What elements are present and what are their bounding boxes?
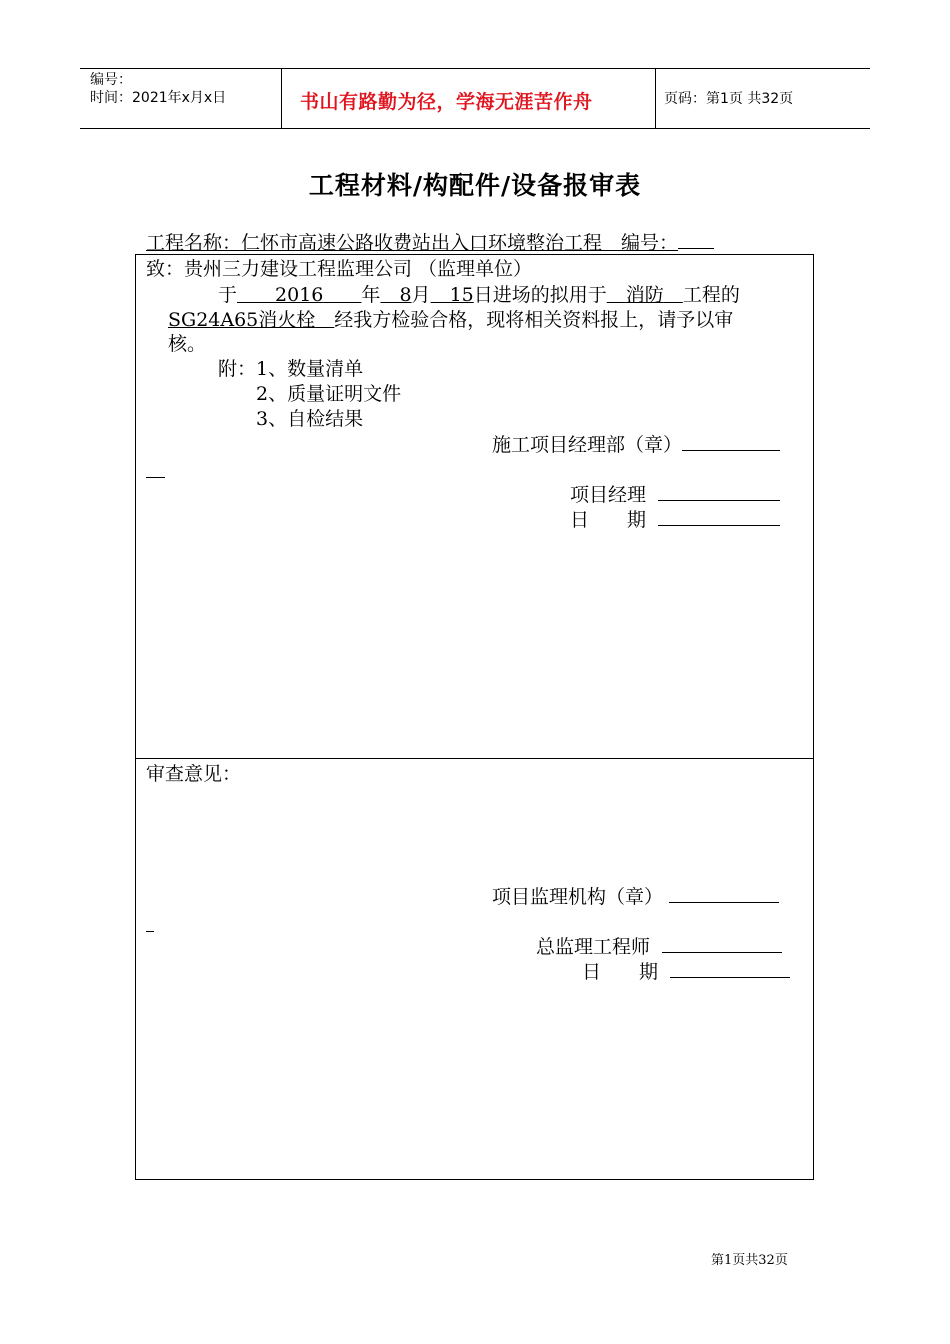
review-label: 审查意见： [146,763,242,785]
project-manager-line: 项目经理 [570,482,780,508]
project-manager-field[interactable] [658,482,780,501]
form-frame [135,254,814,1180]
header-divider-left [281,68,282,129]
contractor-dept-line: 施工项目经理部（章） [492,432,780,458]
header-divider-right [655,68,656,129]
attachment-3: 3、自检结果 [256,408,364,430]
supervision-org-line: 项目监理机构（章） [492,884,779,910]
footer-page-number: 第1页共32页 [711,1253,788,1268]
entry-month: 8 [399,284,412,306]
supervision-wrap-dash [146,931,154,932]
header-time: 时间：2021年x月x日 [90,90,227,106]
declaration-line-1: 于 2016 年 8月 15日进场的拟用于 消防 工程的 [218,284,740,306]
header-bottom-rule [80,128,870,129]
material-name: SG24A65消火栓 [168,309,316,331]
attachment-1: 附：1、数量清单 [218,358,364,380]
contractor-date-field[interactable] [658,507,780,526]
number-field[interactable] [678,230,714,249]
project-type: 消防 [625,284,664,306]
contractor-wrap-dash [146,477,165,478]
contractor-seal-field[interactable] [682,432,780,451]
entry-day: 15 [449,284,474,306]
header-serial-label: 编号： [90,72,132,88]
attachment-2: 2、质量证明文件 [256,383,402,405]
header-top-rule [80,68,870,69]
declaration-line-3: 核。 [168,333,207,355]
supervision-date-field[interactable] [670,959,790,978]
supervision-date-line: 日 期 [582,959,790,985]
project-name: 工程名称：仁怀市高速公路收费站出入口环境整治工程 [146,232,603,254]
project-name-line [146,230,714,256]
header-page-number: 页码：第1页 共32页 [664,91,794,107]
declaration-line-2: SG24A65消火栓 经我方检验合格，现将相关资料报上，请予以审 [168,309,734,331]
to-line: 致：贵州三力建设工程监理公司 （监理单位） [146,258,533,280]
section-divider [135,758,814,759]
header-motto: 书山有路勤为径，学海无涯苦作舟 [300,91,593,113]
supervision-seal-field[interactable] [669,884,779,903]
number-label: 编号： [621,232,679,254]
chief-engineer-line: 总监理工程师 [536,934,782,960]
contractor-date-line: 日 期 [570,507,780,533]
form-title: 工程材料/构配件/设备报审表 [308,171,642,200]
chief-engineer-field[interactable] [662,934,782,953]
entry-year: 2016 [275,284,324,306]
